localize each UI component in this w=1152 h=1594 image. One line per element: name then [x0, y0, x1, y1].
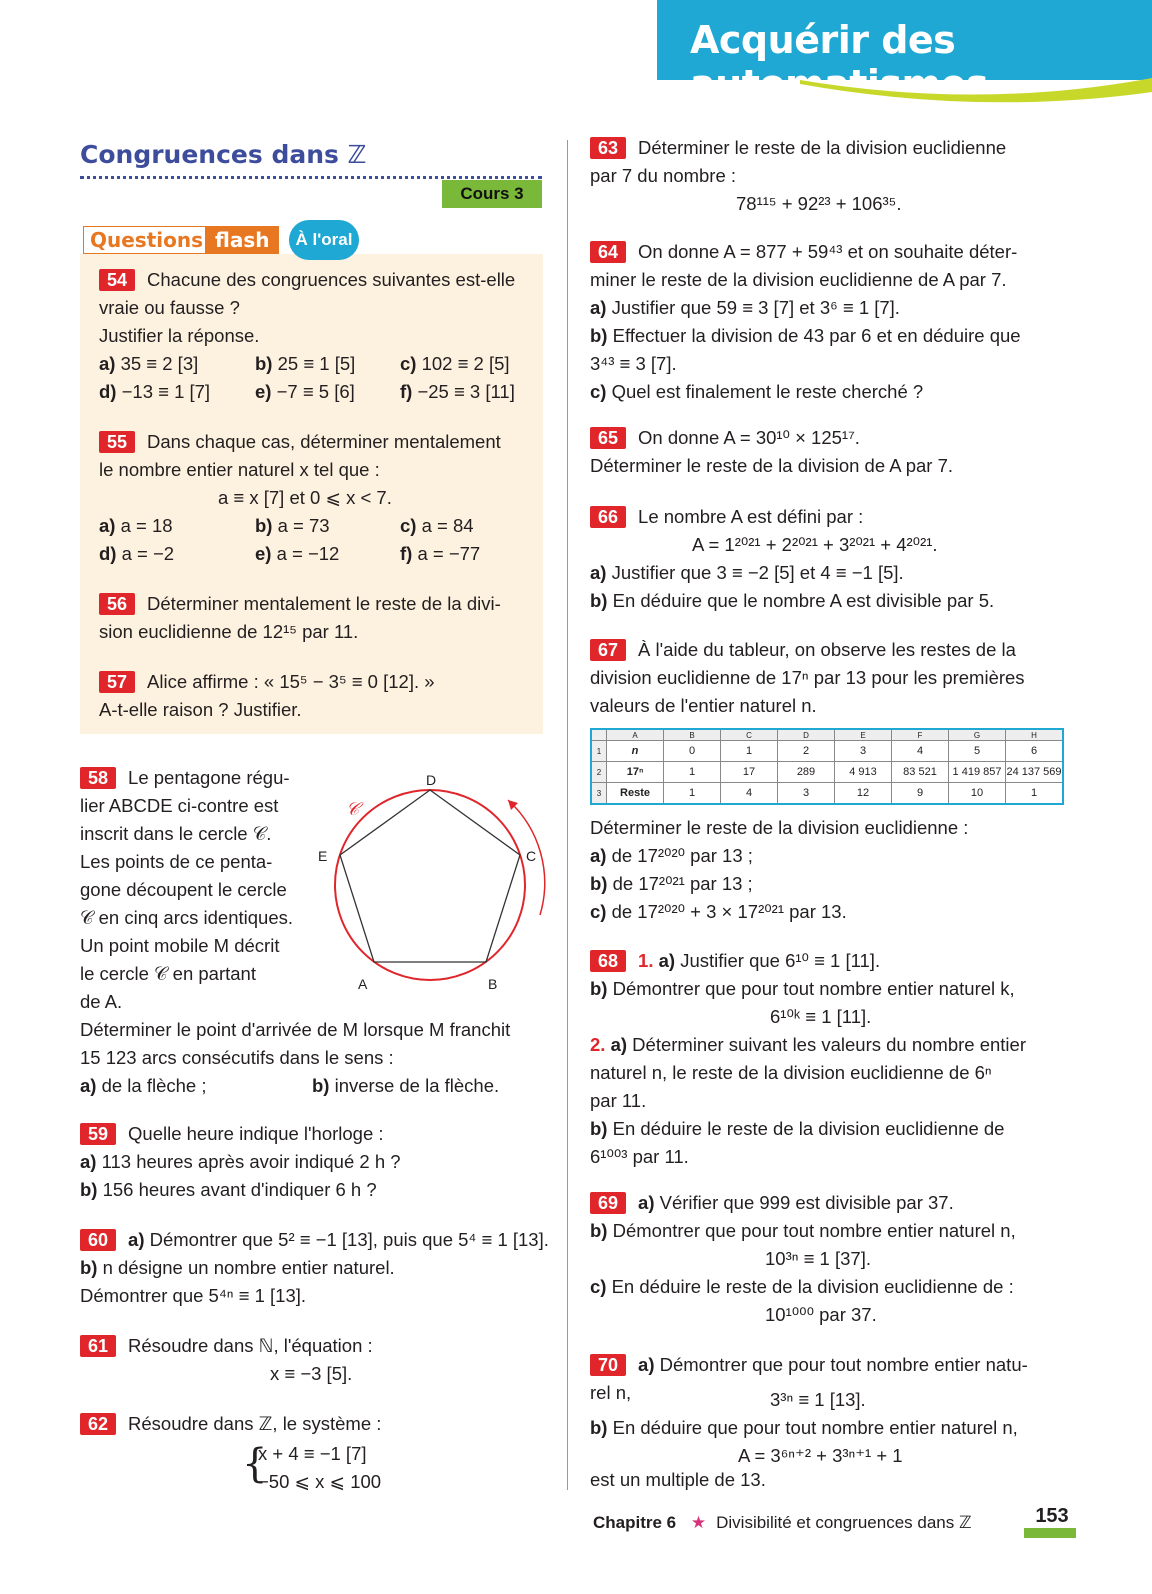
- questions-label: Questions: [83, 226, 210, 254]
- item-d: d) a = −2: [99, 543, 175, 564]
- exercise-64: 64 On donne A = 877 + 59⁴³ et on souhaite déter-: [590, 238, 1017, 266]
- text-line: Déterminer le reste de la division de A par 7.: [590, 455, 953, 476]
- cell: 4 913: [835, 762, 892, 783]
- exercise-number: 56: [99, 593, 135, 615]
- label-a: A: [358, 976, 368, 992]
- exercise-55: 55 Dans chaque cas, déterminer mentalement: [99, 428, 501, 456]
- exercise-number: 70: [590, 1354, 626, 1376]
- cell: 1: [664, 783, 721, 805]
- item-a: a) 35 ≡ 2 [3]: [99, 353, 199, 374]
- cell: 4: [892, 741, 949, 762]
- cours-badge[interactable]: Cours 3: [442, 180, 542, 208]
- text-line: est un multiple de 13.: [590, 1469, 766, 1490]
- item-d: d) −13 ≡ 1 [7]: [99, 381, 211, 402]
- cell: 0: [664, 741, 721, 762]
- text-line: division euclidienne de 17ⁿ par 13 pour les premières: [590, 667, 1025, 688]
- circle-c: [335, 790, 525, 980]
- exercise-number: 61: [80, 1335, 116, 1357]
- item-b: b) Effectuer la division de 43 par 6 et en déduire que: [590, 325, 1021, 346]
- exercise-58: 58 Le pentagone régu-: [80, 764, 290, 792]
- pentagon-abcde: [340, 790, 520, 962]
- flash-label: flash: [205, 226, 279, 254]
- table-row: [591, 741, 1063, 762]
- star-icon: ★: [690, 1513, 707, 1532]
- label-e: E: [318, 848, 328, 864]
- cell: 12: [835, 783, 892, 805]
- text-line: gone découpent le cercle: [80, 879, 287, 900]
- item-b: b) n désigne un nombre entier naturel.: [80, 1257, 395, 1278]
- math-line: x ≡ −3 [5].: [270, 1363, 353, 1384]
- exercise-number: 62: [80, 1413, 116, 1435]
- exercise-63: 63 Déterminer le reste de la division euclidienne: [590, 134, 1006, 162]
- item-c: c) Quel est finalement le reste cherché ?: [590, 381, 924, 402]
- cell: 2: [778, 741, 835, 762]
- col-header: E: [835, 729, 892, 741]
- math-line: −50 ⩽ x ⩽ 100: [258, 1471, 382, 1492]
- text-line: sion euclidienne de 12¹⁵ par 11.: [99, 621, 359, 642]
- exercise-number: 64: [590, 241, 626, 263]
- exercise-number: 66: [590, 506, 626, 528]
- exercise-number: 57: [99, 671, 135, 693]
- text-line: 15 123 arcs consécutifs dans le sens :: [80, 1047, 394, 1068]
- label-c: C: [526, 848, 537, 864]
- cell: Reste: [607, 783, 664, 805]
- text-line: vraie ou fausse ?: [99, 297, 240, 318]
- exercise-61: 61 Résoudre dans ℕ, l'équation :: [80, 1332, 373, 1360]
- item-a: a) a = 18: [99, 515, 173, 536]
- brace-icon: {: [242, 1441, 268, 1487]
- exercise-number: 58: [80, 767, 116, 789]
- col-header: C: [721, 729, 778, 741]
- col-header: G: [949, 729, 1006, 741]
- footer: [593, 1513, 972, 1533]
- exercise-70: 70 a) Démontrer que pour tout nombre entier natu-: [590, 1351, 1028, 1379]
- cell: 5: [949, 741, 1006, 762]
- text-line: 6¹⁰⁰³ par 11.: [590, 1146, 689, 1167]
- header-decoration: [800, 70, 1152, 106]
- text-line: 𝒞 en cinq arcs identiques.: [80, 907, 293, 928]
- exercise-number: 69: [590, 1192, 626, 1214]
- exercise-number: 54: [99, 269, 135, 291]
- exercise-65: 65 On donne A = 30¹⁰ × 125¹⁷.: [590, 424, 860, 452]
- item-e: e) a = −12: [255, 543, 340, 564]
- cell: 3: [835, 741, 892, 762]
- text-line: Les points de ce penta-: [80, 851, 273, 872]
- exercise-number: 67: [590, 639, 626, 661]
- exercise-57: 57 Alice affirme : « 15⁵ − 3⁵ ≡ 0 [12]. »: [99, 668, 435, 696]
- cell: 6: [1006, 741, 1064, 762]
- math-line: A = 3⁶ⁿ⁺² + 3³ⁿ⁺¹ + 1: [738, 1445, 903, 1466]
- text-line: de A.: [80, 991, 123, 1012]
- item-e: e) −7 ≡ 5 [6]: [255, 381, 355, 402]
- item-a: a) Justifier que 3 ≡ −2 [5] et 4 ≡ −1 [5].: [590, 562, 904, 583]
- cell: 289: [778, 762, 835, 783]
- cell: 10: [949, 783, 1006, 805]
- exercise-number: 68: [590, 950, 626, 972]
- cell: 24 137 569: [1006, 762, 1064, 783]
- col-header: D: [778, 729, 835, 741]
- table-row: [591, 783, 1063, 805]
- math-line: 78¹¹⁵ + 92²³ + 106³⁵.: [736, 193, 902, 214]
- footer-chapter: Chapitre 6: [593, 1513, 677, 1532]
- footer-title: Divisibilité et congruences dans ℤ: [716, 1513, 972, 1532]
- item-b: b) inverse de la flèche.: [312, 1075, 500, 1096]
- item-c: c) 102 ≡ 2 [5]: [400, 353, 510, 374]
- item-b: b) a = 73: [255, 515, 330, 536]
- text-line: par 7 du nombre :: [590, 165, 737, 186]
- math-line: A = 1²⁰²¹ + 2²⁰²¹ + 3²⁰²¹ + 4²⁰²¹.: [692, 534, 938, 555]
- exercise-number: 63: [590, 137, 626, 159]
- table-row: [591, 762, 1063, 783]
- spreadsheet-table: [590, 728, 1064, 805]
- text-line: Justifier la réponse.: [99, 325, 260, 346]
- cell: 1 419 857: [949, 762, 1006, 783]
- cell: n: [607, 741, 664, 762]
- label-d: D: [426, 772, 437, 788]
- row-number: 2: [591, 762, 607, 783]
- item-c: c) de 17²⁰²⁰ + 3 × 17²⁰²¹ par 13.: [590, 901, 847, 922]
- item-f: f) −25 ≡ 3 [11]: [400, 381, 515, 402]
- cell: 1: [664, 762, 721, 783]
- exercise-56: 56 Déterminer mentalement le reste de la divi-: [99, 590, 501, 618]
- corner-cell: [591, 729, 607, 741]
- item-2b: b) En déduire le reste de la division euclidienne de: [590, 1118, 1005, 1139]
- exercise-number: 55: [99, 431, 135, 453]
- math-line: 3³ⁿ ≡ 1 [13].: [770, 1389, 866, 1410]
- page-number: 153: [1035, 1505, 1069, 1527]
- item-b: b) Démontrer que pour tout nombre entier naturel n,: [590, 1220, 1016, 1241]
- cell: 17ⁿ: [607, 762, 664, 783]
- column-separator: [567, 140, 568, 1490]
- item-a: a) 113 heures après avoir indiqué 2 h ?: [80, 1151, 401, 1172]
- text-line: le nombre entier naturel x tel que :: [99, 459, 380, 480]
- col-header: A: [607, 729, 664, 741]
- text-line: Un point mobile M décrit: [80, 935, 280, 956]
- item-b: b) de 17²⁰²¹ par 13 ;: [590, 873, 753, 894]
- item-b: b) Démontrer que pour tout nombre entier naturel k,: [590, 978, 1015, 999]
- exercise-number: 59: [80, 1123, 116, 1145]
- text-line: A-t-elle raison ? Justifier.: [99, 699, 302, 720]
- item-b: b) En déduire que pour tout nombre entier naturel n,: [590, 1417, 1018, 1438]
- text-line: lier ABCDE ci-contre est: [80, 795, 279, 816]
- exercise-62: 62 Résoudre dans ℤ, le système :: [80, 1410, 381, 1438]
- text-line: Déterminer le reste de la division euclidienne :: [590, 817, 969, 838]
- exercise-66: 66 Le nombre A est défini par :: [590, 503, 863, 531]
- text-line: naturel n, le reste de la division euclidienne de 6ⁿ: [590, 1062, 992, 1083]
- pentagon-figure: [310, 765, 560, 1005]
- row-number: 1: [591, 741, 607, 762]
- exercise-60: 60 a) Démontrer que 5² ≡ −1 [13], puis que 5⁴ ≡ 1 [13].: [80, 1226, 549, 1254]
- item-b: b) 25 ≡ 1 [5]: [255, 353, 356, 374]
- cell: 1: [1006, 783, 1064, 805]
- col-header: F: [892, 729, 949, 741]
- item-2a: 2. a) Déterminer suivant les valeurs du nombre entier: [590, 1034, 1026, 1055]
- exercise-69: 69 a) Vérifier que 999 est divisible par 37.: [590, 1189, 954, 1217]
- math-line: 10¹⁰⁰⁰ par 37.: [765, 1304, 877, 1325]
- item-a: a) de 17²⁰²⁰ par 13 ;: [590, 845, 753, 866]
- math-line: 6¹⁰ᵏ ≡ 1 [11].: [770, 1006, 872, 1027]
- label-b: B: [488, 976, 498, 992]
- exercise-number: 65: [590, 427, 626, 449]
- math-line: 3⁴³ ≡ 3 [7].: [590, 353, 677, 374]
- cell: 4: [721, 783, 778, 805]
- section-divider: [80, 176, 542, 179]
- math-line: x + 4 ≡ −1 [7]: [258, 1443, 367, 1464]
- item-f: f) a = −77: [400, 543, 481, 564]
- text-line: Démontrer que 5⁴ⁿ ≡ 1 [13].: [80, 1285, 307, 1306]
- math-line: a ≡ x [7] et 0 ⩽ x < 7.: [218, 487, 392, 508]
- cell: 3: [778, 783, 835, 805]
- item-c: c) a = 84: [400, 515, 474, 536]
- page-number-bar: [1024, 1528, 1076, 1538]
- exercise-68: 68 1. a) Justifier que 6¹⁰ ≡ 1 [11].: [590, 947, 880, 975]
- text-line: Déterminer le point d'arrivée de M lorsque M franchit: [80, 1019, 511, 1040]
- item-b: b) En déduire que le nombre A est divisible par 5.: [590, 590, 995, 611]
- cell: 17: [721, 762, 778, 783]
- text-line: inscrit dans le cercle 𝒞.: [80, 823, 272, 844]
- exercise-54: 54 Chacune des congruences suivantes est-elle: [99, 266, 515, 294]
- page-header-title: Acquérir des automatismes: [690, 18, 988, 106]
- col-header: H: [1006, 729, 1064, 741]
- section-title: Congruences dans ℤ: [80, 140, 367, 169]
- item-b: b) 156 heures avant d'indiquer 6 h ?: [80, 1179, 377, 1200]
- exercise-67: 67 À l'aide du tableur, on observe les restes de la: [590, 636, 1016, 664]
- item-a: a) Justifier que 59 ≡ 3 [7] et 3⁶ ≡ 1 [7].: [590, 297, 900, 318]
- item-a: a) de la flèche ;: [80, 1075, 207, 1096]
- text-line: le cercle 𝒞 en partant: [80, 963, 256, 984]
- cell: 9: [892, 783, 949, 805]
- cell: 1: [721, 741, 778, 762]
- text-line: rel n,: [590, 1382, 632, 1403]
- cell: 83 521: [892, 762, 949, 783]
- math-line: 10³ⁿ ≡ 1 [37].: [765, 1248, 871, 1269]
- text-line: par 11.: [590, 1090, 647, 1111]
- text-line: valeurs de l'entier naturel n.: [590, 695, 817, 716]
- exercise-number: 60: [80, 1229, 116, 1251]
- row-number: 3: [591, 783, 607, 805]
- text-line: miner le reste de la division euclidienne de A par 7.: [590, 269, 1007, 290]
- label-circle: 𝒞: [346, 799, 360, 820]
- column-header-row: [591, 729, 1063, 741]
- exercise-59: 59 Quelle heure indique l'horloge :: [80, 1120, 384, 1148]
- item-c: c) En déduire le reste de la division euclidienne de :: [590, 1276, 1014, 1297]
- oral-badge: À l'oral: [289, 220, 359, 260]
- col-header: B: [664, 729, 721, 741]
